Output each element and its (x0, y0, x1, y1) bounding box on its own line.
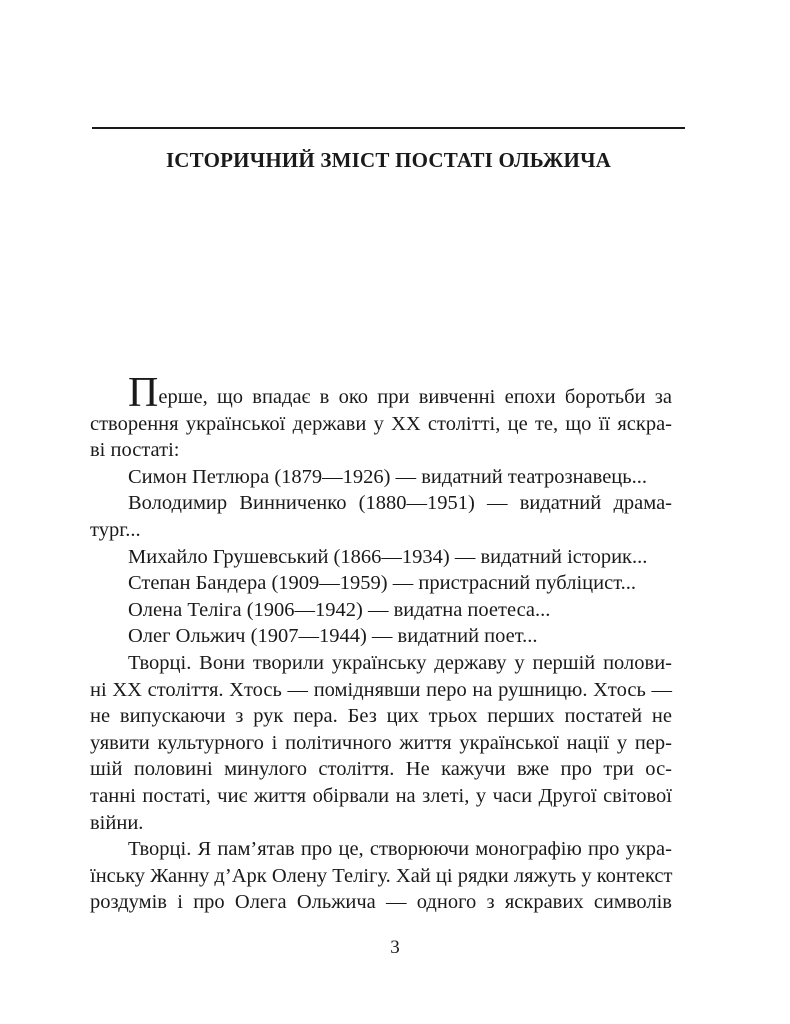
chapter-title: ІСТОРИЧНИЙ ЗМІСТ ПОСТАТІ ОЛЬЖИЧА (165, 148, 612, 172)
text-line-17: війни. (90, 811, 144, 834)
text-line-4: Симон Петлюра (1879—1926) — видатний театрознавець... (128, 465, 647, 488)
text-line-15: шій половині минулого століття. Не кажучи вже про три ос- (90, 758, 672, 781)
body-text (90, 370, 673, 916)
text-line-5: Володимир Винниченко (1880—1951) — видатний драма- (128, 492, 672, 515)
text-line-6: тург... (90, 518, 141, 541)
text-line-7: Михайло Грушевський (1866—1934) — видатний історик... (128, 545, 648, 568)
text-line-12: ні XX століття. Хтось — поміднявши перо на рушницю. Хтось — (90, 678, 672, 701)
drop-cap: П (128, 370, 159, 416)
text-line-2: створення української держави у XX столітті, це те, що її яскра- (90, 412, 672, 435)
text-line-19: їнську Жанну д’Арк Олену Телігу. Хай ці рядки ляжуть у контекст (90, 864, 673, 887)
text-line-9: Олена Теліга (1906—1942) — видатна поетеса... (128, 598, 551, 621)
text-line-14: уявити культурного і політичного життя української нації у пер- (90, 731, 672, 754)
text-line-1: Перше, що впадає в око при вивченні епохи боротьби за (90, 380, 672, 411)
header-rule (92, 127, 685, 129)
text-line-13: не випускаючи з рук пера. Без цих трьох перших постатей не (90, 705, 672, 728)
text-line-18: Творці. Я пам’ятав про це, створюючи монографію про укра- (128, 838, 672, 861)
text-line-20: роздумів і про Олега Ольжича — одного з яскравих символів (90, 891, 672, 914)
text-line-16: танні постаті, чиє життя обірвали на злеті, у часи Другої світової (90, 784, 672, 807)
text-line-3: ві постаті: (90, 439, 180, 462)
page-number: 3 (390, 937, 400, 958)
text-line-8: Степан Бандера (1909—1959) — пристрасний публіцист... (128, 572, 636, 595)
text-line-10: Олег Ольжич (1907—1944) — видатний поет... (128, 625, 538, 648)
text-line-11: Творці. Вони творили українську державу у першій полови- (128, 651, 672, 674)
